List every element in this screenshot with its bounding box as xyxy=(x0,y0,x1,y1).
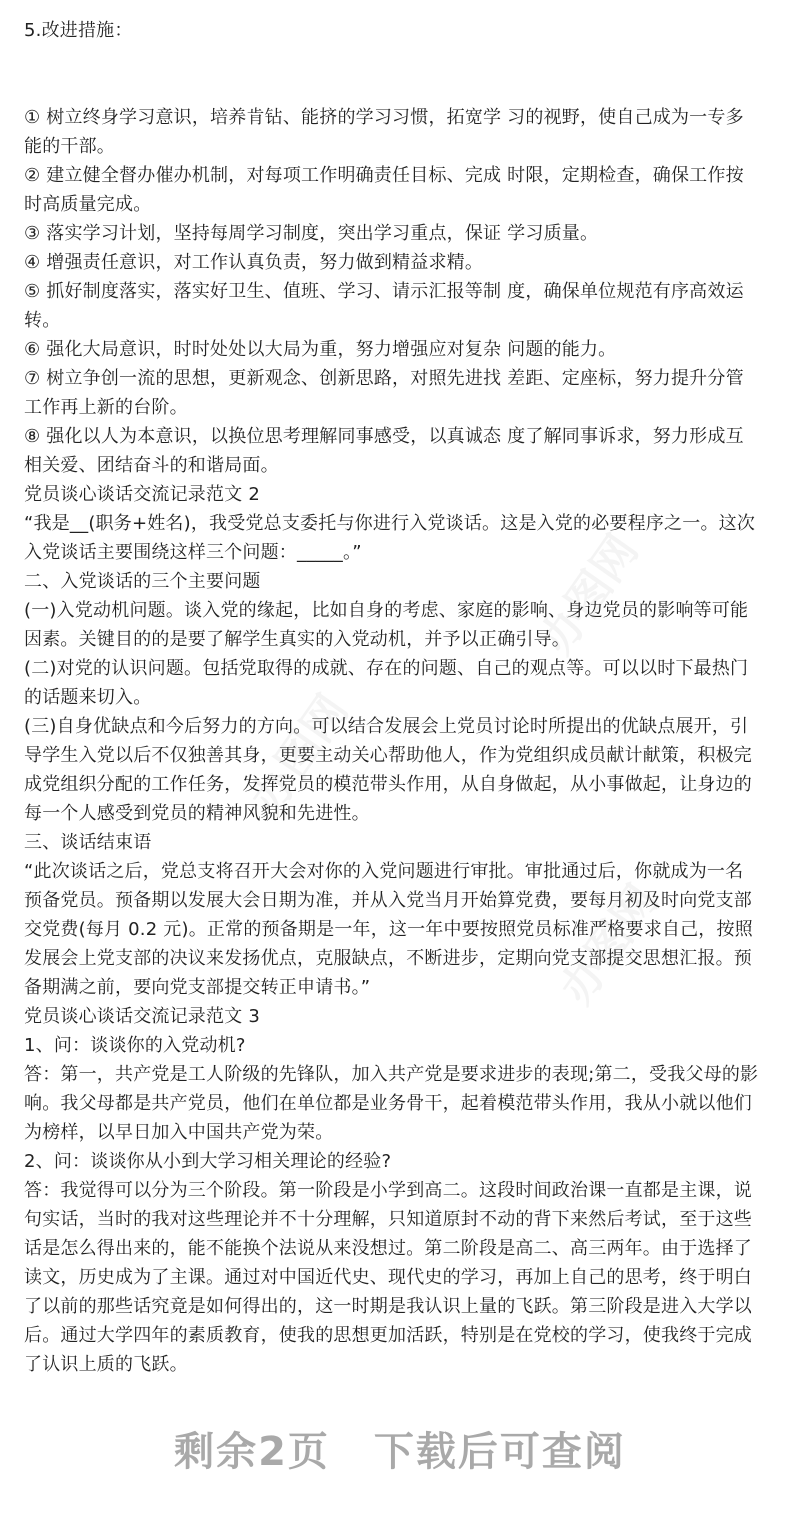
text-line: ⑤ 抓好制度落实，落实好卫生、值班、学习、请示汇报等制 度，确保单位规范有序高效运 xyxy=(24,281,744,302)
section-heading: 党员谈心谈话交流记录范文 2 xyxy=(24,484,260,505)
text-line: 的话题来切入。 xyxy=(24,687,152,708)
text-line: 发展会上党支部的决议来发扬优点，克服缺点，不断进步，定期向党支部提交思想汇报。预 xyxy=(24,948,752,969)
text-line: 导学生入党以后不仅独善其身，更要主动关心帮助他人，作为党组织成员献计献策，积极完 xyxy=(24,745,752,766)
download-banner[interactable] xyxy=(0,1420,800,1477)
text-line: 时高质量完成。 xyxy=(24,194,152,215)
spacer xyxy=(24,45,780,103)
remaining-pages-text: 剩余2页 xyxy=(174,1429,330,1475)
text-line: 工作再上新的台阶。 xyxy=(24,397,188,418)
text-line: (一)入党动机问题。谈入党的缘起，比如自身的考虑、家庭的影响、身边党员的影响等可能 xyxy=(24,600,749,621)
text-line: ③ 落实学习计划，坚持每周学习制度，突出学习重点，保证 学习质量。 xyxy=(24,223,599,244)
text-line: 转。 xyxy=(24,310,61,331)
text-line: 交党费(每月 0.2 元)。正常的预备期是一年，这一年中要按照党员标准严格要求自己，按照 xyxy=(24,919,753,940)
text-line: 预备党员。预备期以发展大会日期为准，并从入党当月开始算党费，要每月初及时向党支部 xyxy=(24,890,752,911)
text-line: 话是怎么得出来的，能不能换个法说从来没想过。第二阶段是高二、高三两年。由于选择了 xyxy=(24,1238,752,1259)
text-line: ④ 增强责任意识，对工作认真负责，努力做到精益求精。 xyxy=(24,252,484,273)
text-line: “此次谈话之后，党总支将召开大会对你的入党问题进行审批。审批通过后，你就成为一名 xyxy=(24,861,744,882)
section-heading: 三、谈话结束语 xyxy=(24,832,152,853)
section-heading: 二、入党谈话的三个主要问题 xyxy=(24,571,261,592)
text-line: 成党组织分配的工作任务，发挥党员的模范带头作用，从自身做起，从小事做起，让身边的 xyxy=(24,774,752,795)
text-line: 了认识上质的飞跃。 xyxy=(24,1354,188,1375)
text-line: 1、问：谈谈你的入党动机? xyxy=(24,1035,246,1056)
text-line: ② 建立健全督办催办机制，对每项工作明确责任目标、完成 时限，定期检查，确保工作按 xyxy=(24,165,744,186)
text-line: 因素。关键目的的是要了解学生真实的入党动机，并予以正确引导。 xyxy=(24,629,570,650)
text-line: 答：我觉得可以分为三个阶段。第一阶段是小学到高二。这段时间政治课一直都是主课，说 xyxy=(24,1180,752,1201)
download-to-view-text: 下载后可查阅 xyxy=(373,1429,626,1475)
text-line: “我是__(职务+姓名)，我受党总支委托与你进行入党谈话。这是入党的必要程序之一。这次 xyxy=(24,513,756,534)
text-line: 为榜样，以早日加入中国共产党为荣。 xyxy=(24,1122,334,1143)
document-body xyxy=(24,0,780,1379)
text-line: 入党谈话主要围绕这样三个问题：_____。” xyxy=(24,542,362,563)
section-heading: 5.改进措施： xyxy=(24,20,133,41)
text-line: ⑥ 强化大局意识，时时处处以大局为重，努力增强应对复杂 问题的能力。 xyxy=(24,339,617,360)
text-line: 相关爱、团结奋斗的和谐局面。 xyxy=(24,455,279,476)
text-line: 读文，历史成为了主课。通过对中国近代史、现代史的学习，再加上自己的思考，终于明白 xyxy=(24,1267,752,1288)
text-line: 2、问：谈谈你从小到大学习相关理论的经验? xyxy=(24,1151,392,1172)
text-line: 备期满之前，要向党支部提交转正申请书。” xyxy=(24,977,371,998)
text-line: ⑦ 树立争创一流的思想，更新观念、创新思路，对照先进找 差距、定座标，努力提升分管 xyxy=(24,368,744,389)
text-line: 后。通过大学四年的素质教育，使我的思想更加活跃，特别是在党校的学习，使我终于完成 xyxy=(24,1325,752,1346)
text-line: (二)对党的认识问题。包括党取得的成就、存在的问题、自己的观点等。可以以时下最热门 xyxy=(24,658,749,679)
section-heading: 党员谈心谈话交流记录范文 3 xyxy=(24,1006,260,1027)
text-line: 句实话，当时的我对这些理论并不十分理解，只知道原封不动的背下来然后考试，至于这些 xyxy=(24,1209,752,1230)
text-line: 每一个人感受到党员的精神风貌和先进性。 xyxy=(24,803,370,824)
text-line: (三)自身优缺点和今后努力的方向。可以结合发展会上党员讨论时所提出的优缺点展开，引 xyxy=(24,716,749,737)
text-line: 答：第一，共产党是工人阶级的先锋队，加入共产党是要求进步的表现;第二，受我父母的影 xyxy=(24,1064,759,1085)
text-line: ① 树立终身学习意识，培养肯钻、能挤的学习习惯，拓宽学 习的视野，使自己成为一专多 xyxy=(24,107,744,128)
text-line: ⑧ 强化以人为本意识，以换位思考理解同事感受，以真诚态 度了解同事诉求，努力形成互 xyxy=(24,426,744,447)
text-line: 响。我父母都是共产党员，他们在单位都是业务骨干，起着模范带头作用，我从小就以他们 xyxy=(24,1093,752,1114)
text-line: 了以前的那些话究竟是如何得出的，这一时期是我认识上量的飞跃。第三阶段是进入大学以 xyxy=(24,1296,752,1317)
cut-off-line xyxy=(24,0,780,16)
text-line: 能的干部。 xyxy=(24,136,115,157)
